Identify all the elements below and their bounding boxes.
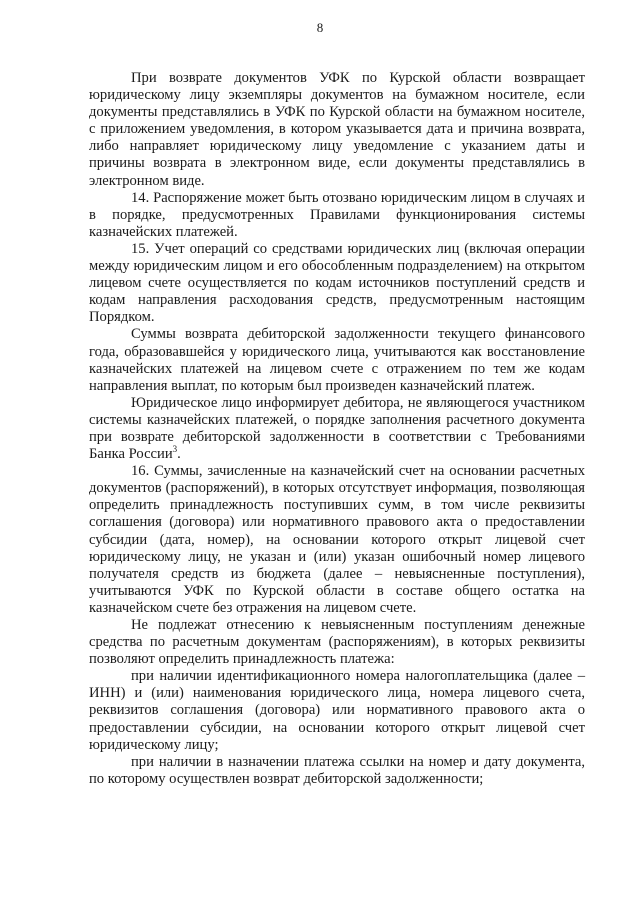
paragraph-not-unclear: Не подлежат отнесению к невыясненным поступлениям денежные средства по расчетным документам (распоряжениям), в которых реквизиты позволяют определить принадлежность платежа:	[89, 617, 585, 668]
paragraph-14-revocation: 14. Распоряжение может быть отозвано юридическим лицом в случаях и в порядке, предусмотренных Правилами функционирования системы казначейских платежей.	[89, 189, 585, 240]
paragraph-inn-presence: при наличии идентификационного номера налогоплательщика (далее – ИНН) и (или) наименования юридического лица, номера лицевого счета, реквизитов соглашения (договора) или нормативного правового акта о предоставлении субсидии, на основании которого открыт лицевой счет юридическому лицу;	[89, 668, 585, 753]
footnote-punctuation: .	[177, 446, 181, 463]
paragraph-return-documents: При возврате документов УФК по Курской области возвращает юридическому лицу экземпляры документов на бумажном носителе, если документы представлялись в УФК по Курской области на бумажном носителе, с приложением уведомления, в котором указывается дата и причина возврата, либо направляет юридическому лицу уведомление с указанием даты и причины возврата в электронном виде, если документы представлялись в электронном виде.	[89, 70, 585, 189]
paragraph-16-unclear-receipts: 16. Суммы, зачисленные на казначейский счет на основании расчетных документов (распоряжений), в которых отсутствует информация, позволяющая определить принадлежность поступивших сумм, в том числе реквизиты соглашения (договора) или нормативного правового акта о предоставлении субсидии (дата, номер), на основании которого открыт лицевой счет юридическому лицу, не указан и (или) указан ошибочный номер лицевого получателя средств из бюджета (далее – невыясненные поступления), учитываются УФК по Курской области в составе общего остатка на казначейском счете без отражения на лицевом счете.	[89, 463, 585, 616]
page-number: 8	[316, 20, 324, 35]
paragraph-debtor-info	[89, 395, 585, 463]
paragraph-receivables-return: Суммы возврата дебиторской задолженности текущего финансового года, образовавшейся у юридического лица, учитываются как восстановление казначейских платежей на лицевом счете с отражением по тем же кодам направления выплат, по которым был произведен казначейский платеж.	[89, 326, 585, 394]
paragraph-payment-reference: при наличии в назначении платежа ссылки на номер и дату документа, по которому осуществлен возврат дебиторской задолженности;	[89, 753, 585, 787]
paragraph-debtor-info-text: Юридическое лицо информирует дебитора, не являющегося участником системы казначейских платежей, о порядке заполнения расчетного документа при возврате дебиторской задолженности в соответствии с Требованиями Банка России	[89, 394, 585, 463]
paragraph-15-accounting: 15. Учет операций со средствами юридических лиц (включая операции между юридическим лицом и его обособленным подразделением) на открытом лицевом счете осуществляется по кодам источников поступлений средств и кодам направления расходования средств, предусмотренным настоящим Порядком.	[89, 240, 585, 326]
document-body	[89, 70, 585, 788]
footnote-reference: 3	[172, 444, 178, 455]
